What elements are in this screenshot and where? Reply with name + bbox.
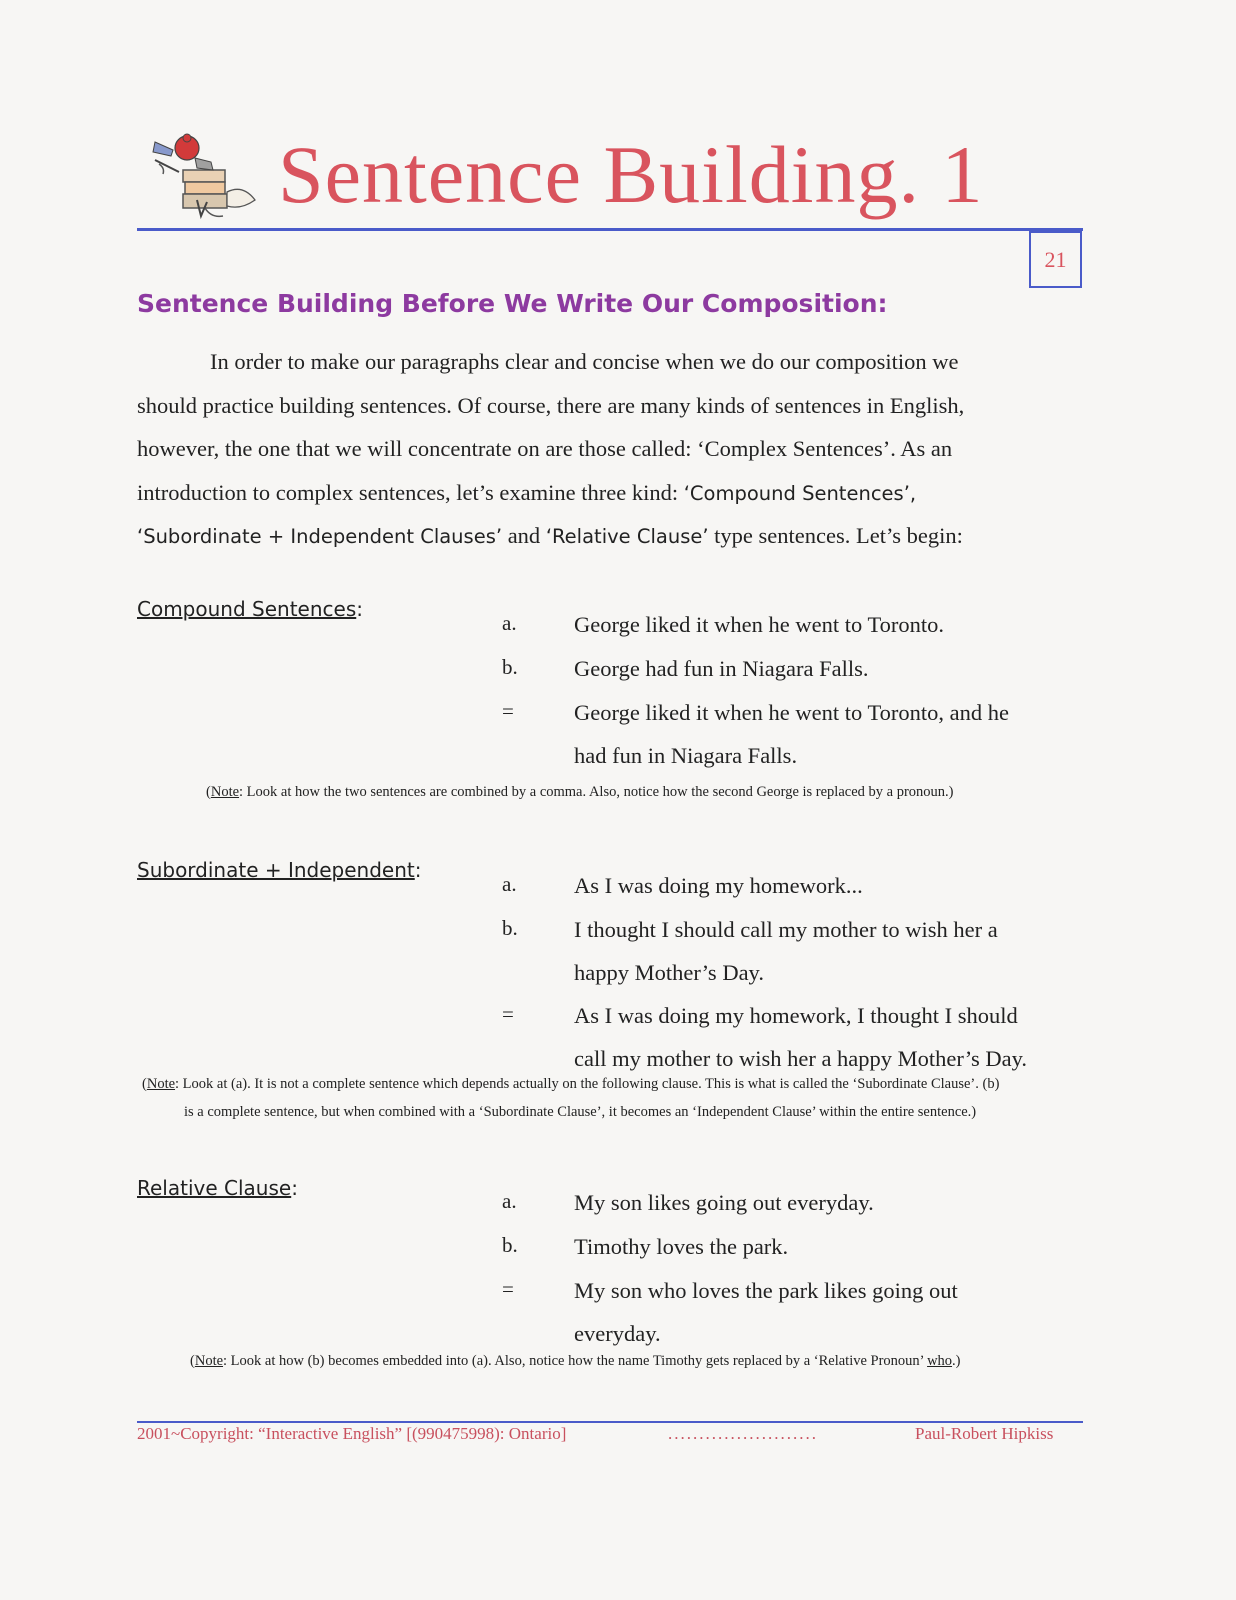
note-label: Note: [210, 784, 240, 800]
note-label: Note: [194, 1353, 224, 1369]
footer-leader-dots: ........................: [668, 1424, 818, 1443]
example-sentence: George had fun in Niagara Falls.: [574, 656, 869, 681]
combined-line: As I was doing my homework, I thought I should: [574, 1003, 1018, 1028]
combined-line: everyday.: [574, 1321, 661, 1346]
note-label: Note: [146, 1076, 176, 1092]
page-number-badge: 21: [1029, 231, 1082, 288]
intro-line: In order to make our paragraphs clear and concise when we do our composition we: [210, 349, 959, 374]
intro-line: should practice building sentences. Of course, there are many kinds of sentences in English,: [137, 392, 965, 418]
note-text: : Look at how the two sentences are combined by a comma. Also, notice how the second George is replaced by a pronoun.): [239, 784, 954, 800]
note-text: : Look at how (b) becomes embedded into (a). Also, notice how the name Timothy gets replaced by a ‘Relative Pronoun’: [223, 1353, 928, 1369]
note-close: .): [952, 1353, 961, 1369]
intro-text: type sentences. Let’s begin:: [708, 523, 963, 548]
subordinate-note-continued: is a complete sentence, but when combined with a ‘Subordinate Clause’, it becomes an ‘Independent Clause’ within the entire sentence.): [184, 1104, 977, 1120]
example-sentence: My son likes going out everyday.: [574, 1190, 874, 1215]
combined-sentence: [574, 994, 1027, 1080]
combined-sentence: [574, 691, 1009, 777]
intro-text: and: [502, 523, 546, 548]
footer-divider: [137, 1421, 1083, 1423]
note-text: : Look at (a). It is not a complete sentence which depends actually on the following clause. This is what is called the ‘Subordinate Clause’. (b): [175, 1076, 1000, 1092]
compound-note: [206, 784, 954, 801]
note-paren: (: [142, 1076, 147, 1092]
relative-section-title: [137, 1176, 298, 1200]
example-line: I thought I should call my mother to wish her a: [574, 917, 998, 942]
example-sentence: [574, 908, 998, 994]
combined-line: had fun in Niagara Falls.: [574, 743, 798, 768]
header-divider: [137, 228, 1083, 231]
example-marker: a.: [502, 872, 517, 896]
section-heading: Sentence Building Before We Write Our Composition:: [137, 289, 888, 318]
intro-line: [137, 514, 1077, 558]
building-blocks-icon: [145, 130, 265, 220]
equals-marker: =: [502, 1002, 514, 1026]
footer-copyright: 2001~Copyright: “Interactive English” [(990475998): Ontario]: [137, 1424, 567, 1443]
combined-sentence: [574, 1269, 958, 1355]
example-sentence: As I was doing my homework...: [574, 873, 863, 898]
note-paren: (: [206, 784, 211, 800]
compound-section-title: [137, 597, 363, 621]
section-title-colon: :: [356, 597, 363, 621]
example-marker: b.: [502, 1233, 518, 1257]
subordinate-term: ‘Subordinate + Independent Clauses’: [137, 525, 503, 548]
relative-pronoun: who: [927, 1353, 953, 1369]
section-title-text: Compound Sentences: [137, 597, 357, 621]
example-sentence: George liked it when he went to Toronto.: [574, 612, 945, 637]
example-marker: a.: [502, 611, 517, 635]
equals-marker: =: [502, 1277, 514, 1301]
relative-note: [190, 1353, 961, 1370]
combined-line: George liked it when he went to Toronto, and he: [574, 700, 1009, 725]
subordinate-section-title: [137, 858, 422, 882]
page-title: Sentence Building. 1: [278, 129, 984, 220]
combined-line: call my mother to wish her a happy Mother’s Day.: [574, 1046, 1028, 1071]
subordinate-note: [142, 1076, 999, 1093]
section-title-text: Relative Clause: [137, 1176, 292, 1200]
example-marker: a.: [502, 1189, 517, 1213]
intro-paragraph: [137, 340, 1077, 558]
relative-term: ‘Relative Clause’: [545, 525, 709, 548]
intro-text: introduction to complex sentences, let’s examine three kind:: [137, 479, 684, 505]
example-marker: b.: [502, 655, 518, 679]
equals-marker: =: [502, 699, 514, 723]
section-title-text: Subordinate + Independent: [137, 858, 415, 882]
example-marker: b.: [502, 916, 518, 940]
example-sentence: Timothy loves the park.: [574, 1234, 789, 1259]
combined-line: My son who loves the park likes going out: [574, 1278, 958, 1303]
intro-line: [137, 471, 1077, 515]
section-title-colon: :: [291, 1176, 298, 1200]
note-paren: (: [190, 1353, 195, 1369]
footer-author: Paul-Robert Hipkiss: [915, 1424, 1054, 1443]
intro-line: however, the one that we will concentrate on are those called: ‘Complex Sentences’. As an: [137, 436, 953, 461]
example-line: happy Mother’s Day.: [574, 960, 764, 985]
compound-term: ‘Compound Sentences’,: [683, 481, 917, 505]
section-title-colon: :: [414, 858, 422, 882]
